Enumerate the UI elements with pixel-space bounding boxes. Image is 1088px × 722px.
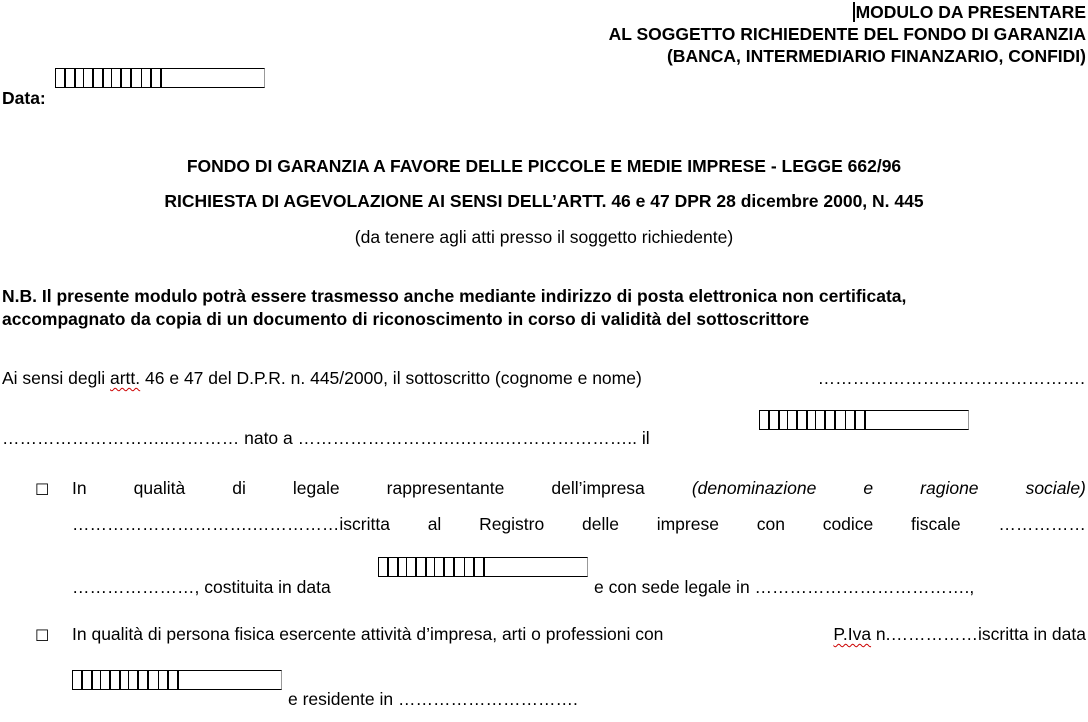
word: rappresentante — [386, 478, 505, 498]
piva-word: P.Iva — [833, 624, 872, 644]
declarant-line-1 — [2, 368, 1085, 389]
word-italic: e — [863, 478, 874, 498]
declarant-intro: Ai sensi degli — [2, 368, 106, 388]
iscritta-in-data-label: iscritta in data — [978, 624, 1086, 644]
word: delle — [581, 514, 619, 534]
sede-label: e con sede legale in — [594, 577, 750, 597]
person-text: In qualità di persona fisica esercente attività d’impresa, arti o professioni con — [72, 624, 664, 644]
incorporation-date-boxes[interactable] — [378, 557, 588, 577]
nb-line-1: N.B. Il presente modulo potrà essere trasmesso anche mediante indirizzo di posta elettronica non certificata, — [2, 286, 907, 306]
word-italic: (denominazione — [691, 478, 817, 498]
costituita-label: costituita in data — [204, 577, 331, 597]
birthplace-dots-field[interactable]: ……………………….……..………………….. — [297, 428, 637, 448]
word: imprese — [656, 514, 719, 534]
word: Registro — [479, 514, 545, 534]
natural-person-checkbox[interactable]: ☐ — [35, 626, 50, 645]
header-line-3: (BANCA, INTERMEDIARIO FINANZARIO, CONFIDI) — [666, 46, 1086, 66]
word: qualità — [133, 478, 186, 498]
registration-date-boxes[interactable] — [72, 670, 282, 690]
header-line-1-text: MODULO DA PRESENTARE — [855, 2, 1086, 22]
piva-n: n. — [875, 624, 891, 644]
word: iscritta — [339, 514, 390, 534]
company-dots-field[interactable]: ………………………….…………… — [72, 514, 340, 534]
legal-rep-line-2 — [72, 514, 1086, 535]
word: con — [756, 514, 785, 534]
date-label: Data: — [2, 88, 46, 108]
person-line-1 — [72, 624, 1086, 645]
person-line-2 — [288, 689, 578, 710]
word: In — [72, 478, 87, 498]
word-italic: sociale) — [1025, 478, 1086, 498]
declarant-intro-rest: 46 e 47 del D.P.R. n. 445/2000, il sottoscritto (cognome e nome) — [145, 368, 642, 388]
artt-word: artt. — [110, 368, 141, 388]
word: legale — [292, 478, 340, 498]
header-line-1 — [853, 1, 1086, 23]
title-note: (da tenere agli atti presso il soggetto richiedente) — [354, 227, 734, 247]
fiscal-code-dots-field[interactable]: …………… — [998, 514, 1086, 534]
declarant-line-2 — [2, 428, 650, 449]
date-boxes[interactable] — [55, 68, 265, 88]
name-dots-field[interactable]: ………………………………………. — [817, 368, 1085, 388]
text-cursor — [853, 2, 855, 22]
word: fiscale — [911, 514, 961, 534]
header-line-2: AL SOGGETTO RICHIEDENTE DEL FONDO DI GARANZIA — [608, 24, 1086, 44]
word-italic: ragione — [920, 478, 979, 498]
word: al — [427, 514, 442, 534]
legal-rep-line-1 — [72, 478, 1086, 499]
piva-dots-field[interactable]: …………… — [890, 624, 979, 644]
nato-a-label: nato a — [244, 428, 293, 448]
title-line-1: FONDO DI GARANZIA A FAVORE DELLE PICCOLE E MEDIE IMPRESE - LEGGE 662/96 — [186, 156, 902, 176]
word: codice — [822, 514, 874, 534]
word: di — [232, 478, 246, 498]
residente-label: e residente in — [288, 689, 394, 709]
legal-rep-checkbox[interactable]: ☐ — [35, 480, 50, 499]
residence-dots-field[interactable]: …………………………. — [397, 689, 578, 709]
fiscal-code-dots-field-2[interactable]: …………………, — [72, 577, 200, 597]
name-dots-field-2[interactable]: ………………………..………… — [2, 428, 240, 448]
legal-rep-line-3a — [72, 577, 331, 598]
legal-rep-line-3b — [594, 577, 974, 598]
word: dell’impresa — [551, 478, 645, 498]
title-line-2: RICHIESTA DI AGEVOLAZIONE AI SENSI DELL’ARTT. 46 e 47 DPR 28 dicembre 2000, N. 445 — [164, 191, 924, 211]
nb-line-2: accompagnato da copia di un documento di riconoscimento in corso di validità del sottoscrittore — [2, 309, 810, 329]
legal-seat-dots-field[interactable]: ………………………………., — [754, 577, 975, 597]
birthdate-boxes[interactable] — [759, 410, 969, 430]
il-label: il — [641, 428, 650, 448]
